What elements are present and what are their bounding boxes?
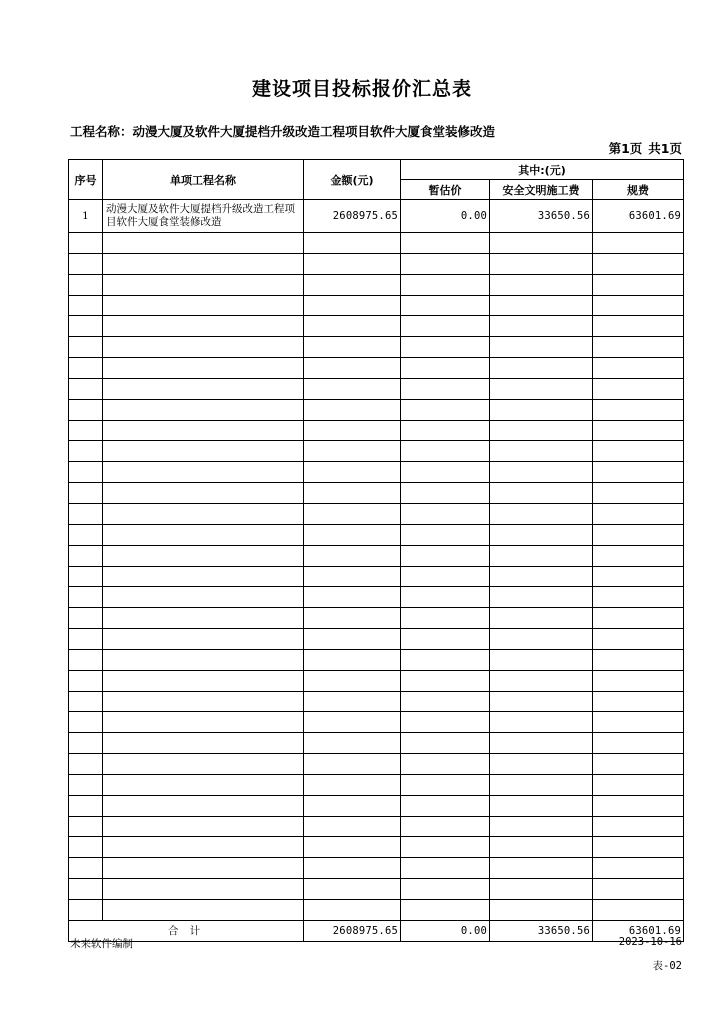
empty-cell — [304, 858, 401, 879]
empty-cell — [304, 754, 401, 775]
empty-cell — [401, 566, 490, 587]
empty-cell — [490, 337, 593, 358]
empty-cell — [490, 274, 593, 295]
empty-cell — [69, 295, 103, 316]
empty-cell — [69, 587, 103, 608]
empty-cell — [69, 233, 103, 254]
empty-cell — [593, 816, 684, 837]
empty-cell — [593, 441, 684, 462]
row-fees: 63601.69 — [593, 200, 684, 233]
empty-cell — [69, 712, 103, 733]
empty-cell — [593, 524, 684, 545]
empty-cell — [69, 900, 103, 921]
empty-cell — [593, 629, 684, 650]
empty-cell — [69, 754, 103, 775]
empty-cell — [304, 816, 401, 837]
empty-cell — [304, 837, 401, 858]
empty-cell — [69, 399, 103, 420]
header-provisional: 暂估价 — [401, 180, 490, 200]
empty-cell — [103, 608, 304, 629]
empty-cell — [401, 608, 490, 629]
empty-cell — [304, 900, 401, 921]
empty-cell — [304, 545, 401, 566]
empty-cell — [401, 295, 490, 316]
empty-cell — [304, 295, 401, 316]
empty-cell — [69, 858, 103, 879]
empty-cell — [103, 670, 304, 691]
empty-cell — [490, 420, 593, 441]
empty-cell — [103, 399, 304, 420]
empty-cell — [103, 816, 304, 837]
empty-cell — [304, 587, 401, 608]
empty-cell — [69, 253, 103, 274]
empty-cell — [490, 691, 593, 712]
empty-cell — [103, 358, 304, 379]
total-label: 合 计 — [69, 920, 304, 941]
summary-table — [68, 159, 684, 942]
empty-cell — [490, 670, 593, 691]
empty-cell — [593, 774, 684, 795]
empty-row — [69, 774, 684, 795]
empty-cell — [69, 274, 103, 295]
empty-cell — [304, 566, 401, 587]
empty-cell — [490, 566, 593, 587]
empty-row — [69, 420, 684, 441]
empty-cell — [103, 524, 304, 545]
empty-cell — [490, 483, 593, 504]
empty-cell — [69, 316, 103, 337]
empty-cell — [69, 691, 103, 712]
row-safety: 33650.56 — [490, 200, 593, 233]
empty-row — [69, 670, 684, 691]
empty-cell — [593, 754, 684, 775]
empty-cell — [593, 712, 684, 733]
empty-cell — [304, 795, 401, 816]
empty-cell — [304, 420, 401, 441]
empty-cell — [401, 462, 490, 483]
empty-cell — [304, 378, 401, 399]
empty-cell — [593, 587, 684, 608]
page-current: 第1页 — [608, 141, 643, 156]
empty-cell — [401, 545, 490, 566]
empty-cell — [490, 795, 593, 816]
empty-cell — [304, 483, 401, 504]
empty-cell — [593, 566, 684, 587]
empty-cell — [304, 670, 401, 691]
empty-cell — [304, 503, 401, 524]
empty-row — [69, 524, 684, 545]
empty-cell — [401, 233, 490, 254]
empty-cell — [103, 253, 304, 274]
empty-cell — [401, 253, 490, 274]
empty-row — [69, 441, 684, 462]
empty-cell — [103, 900, 304, 921]
empty-cell — [401, 503, 490, 524]
empty-cell — [490, 358, 593, 379]
empty-cell — [304, 337, 401, 358]
empty-cell — [401, 316, 490, 337]
empty-row — [69, 274, 684, 295]
empty-cell — [304, 441, 401, 462]
empty-cell — [593, 503, 684, 524]
empty-cell — [304, 524, 401, 545]
empty-cell — [69, 837, 103, 858]
empty-cell — [69, 378, 103, 399]
empty-cell — [593, 337, 684, 358]
empty-row — [69, 712, 684, 733]
empty-cell — [593, 274, 684, 295]
project-name — [70, 123, 540, 140]
empty-cell — [304, 233, 401, 254]
empty-cell — [69, 733, 103, 754]
empty-row — [69, 816, 684, 837]
empty-cell — [593, 545, 684, 566]
empty-cell — [69, 649, 103, 670]
empty-cell — [401, 378, 490, 399]
project-value: 动漫大厦及软件大厦提档升级改造工程项目软件大厦食堂装修改造 — [132, 124, 496, 139]
empty-cell — [490, 858, 593, 879]
empty-cell — [490, 545, 593, 566]
empty-cell — [593, 462, 684, 483]
empty-cell — [593, 358, 684, 379]
empty-cell — [593, 295, 684, 316]
empty-cell — [69, 795, 103, 816]
empty-cell — [490, 900, 593, 921]
empty-cell — [490, 316, 593, 337]
empty-cell — [490, 503, 593, 524]
empty-cell — [304, 774, 401, 795]
total-row — [69, 920, 684, 941]
empty-cell — [490, 837, 593, 858]
empty-cell — [490, 712, 593, 733]
empty-cell — [103, 691, 304, 712]
empty-cell — [593, 879, 684, 900]
empty-row — [69, 837, 684, 858]
empty-cell — [490, 233, 593, 254]
empty-cell — [401, 900, 490, 921]
empty-cell — [490, 462, 593, 483]
empty-cell — [401, 879, 490, 900]
empty-cell — [304, 649, 401, 670]
row-provisional: 0.00 — [401, 200, 490, 233]
empty-cell — [69, 545, 103, 566]
empty-row — [69, 358, 684, 379]
empty-row — [69, 483, 684, 504]
empty-cell — [304, 274, 401, 295]
empty-cell — [593, 316, 684, 337]
empty-cell — [490, 378, 593, 399]
footer-form-code: 表-02 — [652, 960, 682, 972]
empty-cell — [69, 441, 103, 462]
empty-cell — [593, 691, 684, 712]
empty-cell — [593, 399, 684, 420]
empty-cell — [593, 649, 684, 670]
empty-cell — [593, 670, 684, 691]
empty-cell — [103, 733, 304, 754]
empty-cell — [401, 420, 490, 441]
empty-row — [69, 337, 684, 358]
empty-cell — [490, 774, 593, 795]
empty-cell — [593, 858, 684, 879]
empty-row — [69, 233, 684, 254]
empty-row — [69, 587, 684, 608]
empty-cell — [103, 566, 304, 587]
footer-date: 2023-10-16 — [618, 936, 682, 948]
empty-cell — [401, 795, 490, 816]
empty-cell — [103, 503, 304, 524]
empty-cell — [490, 629, 593, 650]
table-row — [69, 200, 684, 233]
empty-cell — [103, 545, 304, 566]
total-provisional: 0.00 — [401, 920, 490, 941]
empty-cell — [304, 879, 401, 900]
empty-cell — [401, 858, 490, 879]
empty-cell — [401, 754, 490, 775]
empty-cell — [593, 837, 684, 858]
empty-cell — [401, 712, 490, 733]
empty-cell — [401, 670, 490, 691]
empty-row — [69, 691, 684, 712]
empty-cell — [69, 566, 103, 587]
empty-cell — [401, 358, 490, 379]
empty-cell — [103, 337, 304, 358]
empty-cell — [593, 608, 684, 629]
empty-cell — [304, 399, 401, 420]
empty-cell — [103, 441, 304, 462]
empty-cell — [103, 295, 304, 316]
empty-cell — [593, 733, 684, 754]
empty-cell — [69, 670, 103, 691]
empty-cell — [401, 733, 490, 754]
row-no: 1 — [69, 200, 103, 233]
empty-cell — [593, 253, 684, 274]
empty-cell — [401, 691, 490, 712]
empty-cell — [401, 587, 490, 608]
empty-cell — [69, 629, 103, 650]
empty-cell — [304, 691, 401, 712]
empty-cell — [304, 608, 401, 629]
empty-cell — [401, 441, 490, 462]
empty-cell — [304, 712, 401, 733]
header-among: 其中:(元) — [401, 160, 684, 180]
empty-cell — [103, 858, 304, 879]
empty-cell — [490, 295, 593, 316]
empty-cell — [69, 524, 103, 545]
empty-cell — [103, 712, 304, 733]
empty-cell — [103, 629, 304, 650]
empty-row — [69, 608, 684, 629]
empty-cell — [401, 816, 490, 837]
empty-cell — [304, 316, 401, 337]
empty-cell — [103, 316, 304, 337]
empty-row — [69, 858, 684, 879]
empty-cell — [401, 524, 490, 545]
empty-cell — [103, 795, 304, 816]
empty-cell — [490, 754, 593, 775]
empty-cell — [593, 483, 684, 504]
empty-row — [69, 378, 684, 399]
empty-cell — [490, 524, 593, 545]
empty-cell — [593, 420, 684, 441]
empty-cell — [69, 420, 103, 441]
empty-row — [69, 629, 684, 650]
empty-cell — [401, 649, 490, 670]
empty-cell — [593, 378, 684, 399]
page-title: 建设项目投标报价汇总表 — [251, 78, 472, 100]
empty-row — [69, 733, 684, 754]
empty-cell — [69, 358, 103, 379]
empty-cell — [69, 483, 103, 504]
empty-cell — [401, 399, 490, 420]
empty-cell — [401, 837, 490, 858]
empty-cell — [490, 587, 593, 608]
empty-cell — [490, 879, 593, 900]
empty-cell — [69, 608, 103, 629]
empty-cell — [490, 608, 593, 629]
empty-row — [69, 566, 684, 587]
empty-cell — [103, 879, 304, 900]
total-fees: 63601.69 — [593, 920, 684, 941]
header-row-1 — [69, 160, 684, 180]
empty-cell — [103, 754, 304, 775]
row-amount: 2608975.65 — [304, 200, 401, 233]
project-label: 工程名称： — [70, 124, 133, 139]
total-safety: 33650.56 — [490, 920, 593, 941]
empty-cell — [490, 649, 593, 670]
empty-cell — [593, 900, 684, 921]
empty-cell — [304, 358, 401, 379]
empty-cell — [103, 587, 304, 608]
empty-cell — [401, 483, 490, 504]
empty-cell — [304, 253, 401, 274]
empty-row — [69, 295, 684, 316]
footer-software: 未来软件编制 — [70, 938, 133, 950]
header-safety: 安全文明施工费 — [490, 180, 593, 200]
empty-cell — [69, 879, 103, 900]
empty-row — [69, 900, 684, 921]
empty-row — [69, 649, 684, 670]
empty-row — [69, 795, 684, 816]
empty-row — [69, 316, 684, 337]
empty-cell — [401, 274, 490, 295]
empty-cell — [103, 420, 304, 441]
header-name: 单项工程名称 — [103, 160, 304, 200]
header-amount: 金额(元) — [304, 160, 401, 200]
empty-cell — [490, 441, 593, 462]
empty-cell — [103, 233, 304, 254]
empty-cell — [103, 378, 304, 399]
empty-cell — [103, 837, 304, 858]
empty-cell — [490, 733, 593, 754]
empty-row — [69, 545, 684, 566]
empty-cell — [593, 233, 684, 254]
empty-row — [69, 879, 684, 900]
empty-cell — [103, 483, 304, 504]
empty-cell — [490, 253, 593, 274]
empty-cell — [490, 399, 593, 420]
empty-cell — [103, 774, 304, 795]
empty-cell — [401, 629, 490, 650]
empty-cell — [304, 462, 401, 483]
row-name: 动漫大厦及软件大厦提档升级改造工程项目软件大厦食堂装修改造 — [103, 200, 304, 233]
empty-cell — [593, 795, 684, 816]
header-no: 序号 — [69, 160, 103, 200]
empty-row — [69, 253, 684, 274]
empty-cell — [401, 774, 490, 795]
page-info — [609, 140, 682, 157]
empty-row — [69, 503, 684, 524]
empty-row — [69, 754, 684, 775]
empty-cell — [401, 337, 490, 358]
empty-cell — [103, 649, 304, 670]
empty-cell — [103, 274, 304, 295]
empty-cell — [69, 337, 103, 358]
empty-cell — [304, 629, 401, 650]
empty-cell — [490, 816, 593, 837]
empty-cell — [69, 774, 103, 795]
empty-cell — [69, 462, 103, 483]
header-fees: 规费 — [593, 180, 684, 200]
empty-row — [69, 399, 684, 420]
empty-row — [69, 462, 684, 483]
page-total: 共1页 — [648, 141, 682, 156]
total-amount: 2608975.65 — [304, 920, 401, 941]
empty-cell — [103, 462, 304, 483]
empty-cell — [69, 503, 103, 524]
empty-cell — [69, 816, 103, 837]
empty-cell — [304, 733, 401, 754]
